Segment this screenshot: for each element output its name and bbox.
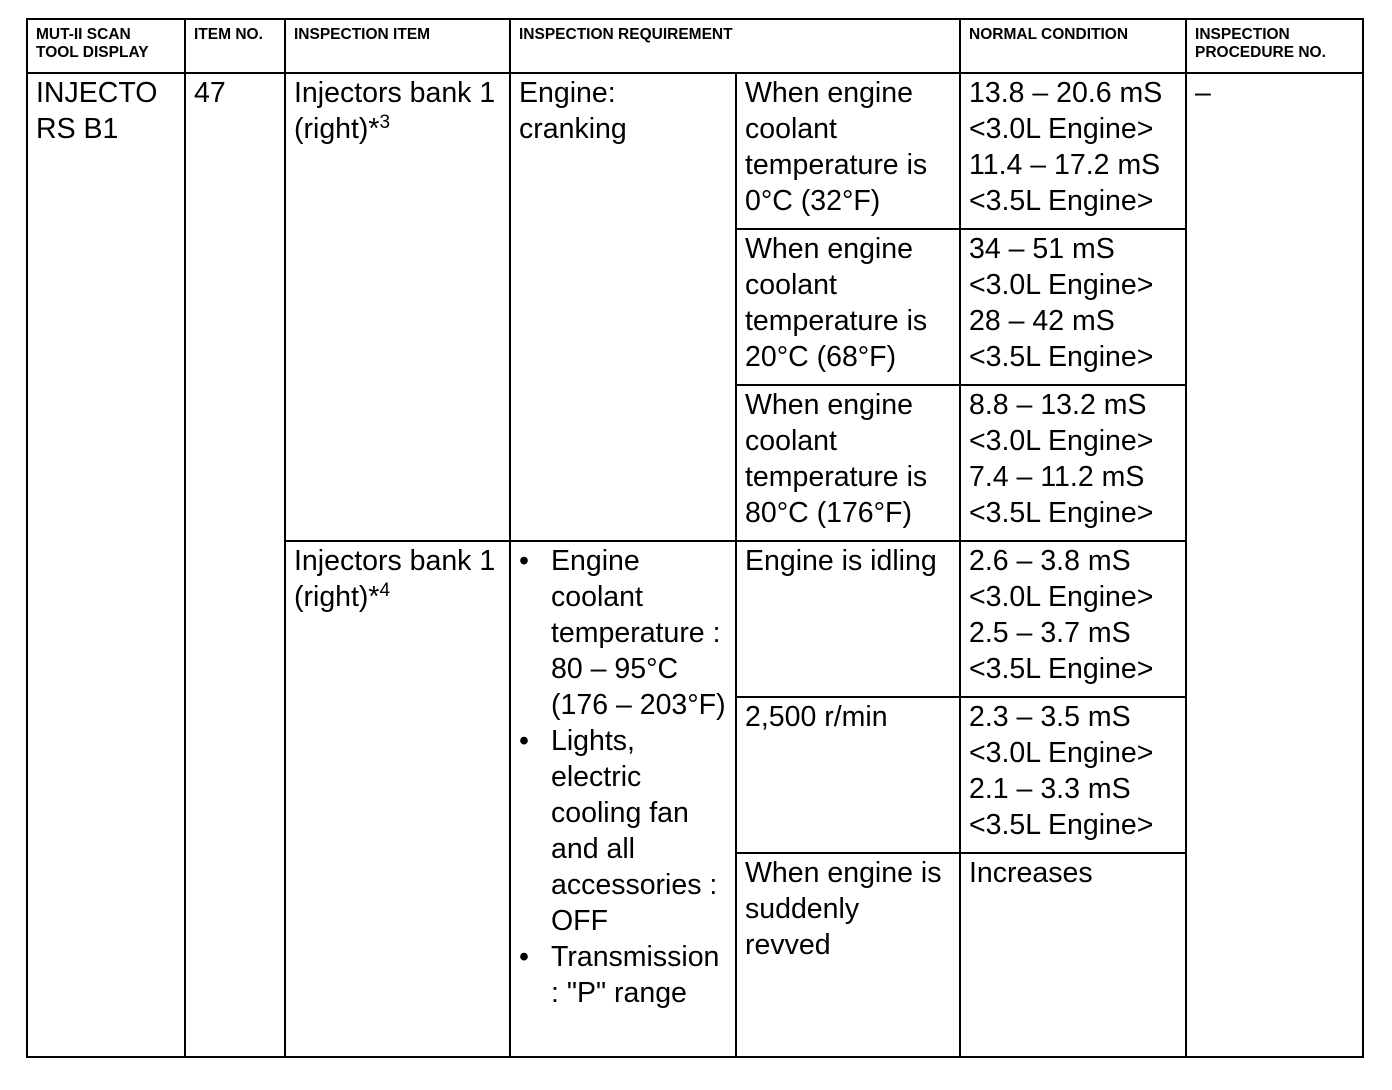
normal-cell: 2.3 – 3.5 mS <3.0L Engine> 2.1 – 3.3 mS <3.5L Engine>	[960, 697, 1186, 853]
table-row	[27, 73, 1363, 229]
spec-table-wrapper	[26, 18, 1364, 1058]
header-procedure: INSPECTION PROCEDURE NO.	[1186, 19, 1363, 73]
item-no-cell: 47	[185, 73, 285, 1057]
header-item: INSPECTION ITEM	[285, 19, 510, 73]
normal-cell: 8.8 – 13.2 mS <3.0L Engine> 7.4 – 11.2 mS <3.5L Engine>	[960, 385, 1186, 541]
item-text-1: Injectors bank 1 (right)*	[294, 77, 496, 145]
item-sup-1: 3	[379, 112, 391, 133]
item-sup-2: 4	[379, 580, 391, 601]
condition-cell: When engine coolant temperature is 20°C (68°F)	[736, 229, 960, 385]
inspection-table	[26, 18, 1364, 1058]
normal-cell: 34 – 51 mS <3.0L Engine> 28 – 42 mS <3.5L Engine>	[960, 229, 1186, 385]
condition-cell: Engine is idling	[736, 541, 960, 697]
requirement-cell-2	[510, 541, 736, 1057]
condition-cell: 2,500 r/min	[736, 697, 960, 853]
header-item-no: ITEM NO.	[185, 19, 285, 73]
procedure-cell: –	[1186, 73, 1363, 1057]
requirement-cell-1: Engine: cranking	[510, 73, 736, 541]
requirement-bullet: • Lights, electric cooling fan and all accessories : OFF	[511, 723, 731, 939]
header-display: MUT-II SCAN TOOL DISPLAY	[27, 19, 185, 73]
header-row	[27, 19, 1363, 73]
requirement-bullet: • Transmission : "P" range	[511, 939, 731, 1011]
item-text-2: Injectors bank 1 (right)*	[294, 545, 496, 613]
condition-cell: When engine coolant temperature is 80°C (176°F)	[736, 385, 960, 541]
item-cell-2	[285, 541, 510, 1057]
header-normal: NORMAL CONDITION	[960, 19, 1186, 73]
display-cell: INJECTO RS B1	[27, 73, 185, 1057]
requirement-list	[511, 543, 731, 1011]
requirement-bullet: • Engine coolant temperature : 80 – 95°C (176 – 203°F)	[511, 543, 731, 723]
normal-cell: Increases	[960, 853, 1186, 1057]
condition-cell: When engine is suddenly revved	[736, 853, 960, 1057]
item-cell-1	[285, 73, 510, 541]
header-requirement: INSPECTION REQUIREMENT	[510, 19, 960, 73]
normal-cell: 2.6 – 3.8 mS <3.0L Engine> 2.5 – 3.7 mS <3.5L Engine>	[960, 541, 1186, 697]
condition-cell: When engine coolant temperature is 0°C (32°F)	[736, 73, 960, 229]
normal-cell: 13.8 – 20.6 mS <3.0L Engine> 11.4 – 17.2 mS <3.5L Engine>	[960, 73, 1186, 229]
